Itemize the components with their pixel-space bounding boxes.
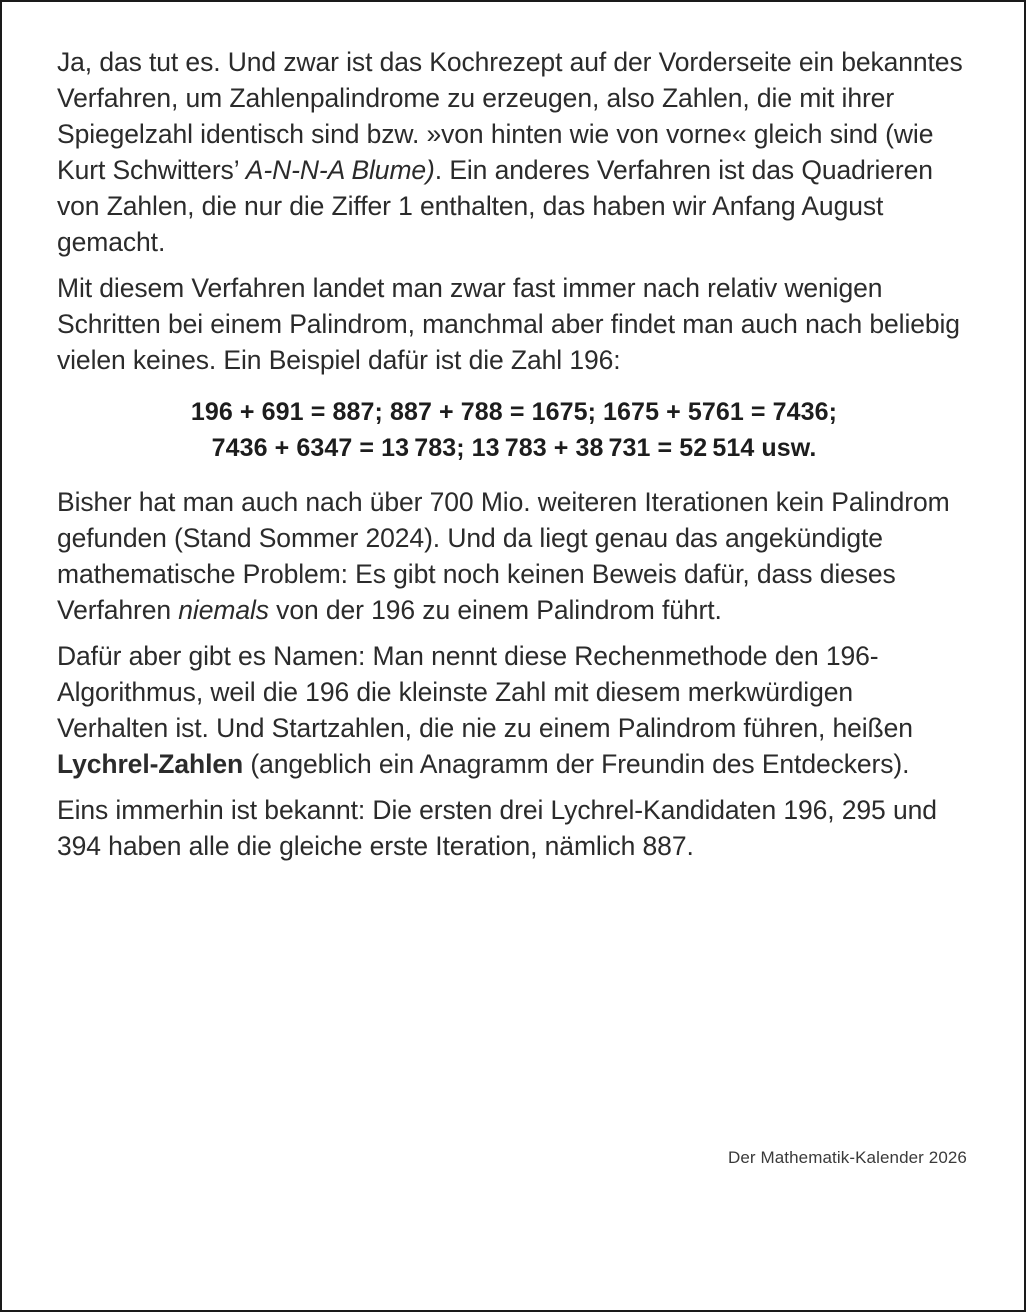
formula-line-2-part-a: 7436 + 6347 = 13 — [211, 434, 410, 462]
paragraph-open-problem — [57, 484, 971, 628]
paragraph-intro — [57, 44, 971, 260]
paragraph-intro-text-part-1: Ja, das tut es. Und zwar ist das Kochrezept auf der Vorderseite ein bekanntes Verfahren, um Zahlenpalindrome zu erzeugen, also Zahlen, die mit ihrer Spiegelzahl identisch sind bzw. »von hinten wie von vorne« gleich sind (wie Kurt Schwitters’ — [57, 47, 963, 185]
paragraph-candidates-text: Eins immerhin ist bekannt: Die ersten drei Lychrel-Kandidaten 196, 295 und 394 haben alle die gleiche erste Iteration, nämlich 887. — [57, 795, 937, 861]
footer-credit: Der Mathematik-Kalender 2026 — [727, 1148, 967, 1167]
formula-line-2-part-c: 783 + 38 — [504, 434, 604, 462]
formula-line-2-part-d: 731 = 52 — [608, 434, 708, 462]
paragraph-naming-text-part-2: (angeblich ein Anagramm der Freundin des Entdeckers). — [243, 749, 910, 779]
paragraph-intro-emphasis-anna-blume: A-N-N-A Blume) — [245, 155, 435, 185]
paragraph-naming-strong-lychrel-zahlen: Lychrel-Zahlen — [57, 749, 244, 779]
formula-line-2 — [57, 430, 971, 466]
paragraph-open-problem-text-part-1: Bisher hat man auch nach über 700 Mio. weiteren Iterationen kein Palindrom gefunden (Stand Sommer 2024). Und da liegt genau das angekündigte mathematische Problem: Es gibt noch keinen Beweis dafür, dass dieses Verfahren — [57, 487, 950, 625]
paragraph-open-problem-text-part-2: von der 196 zu einem Palindrom führt. — [268, 595, 722, 625]
paragraph-open-problem-emphasis-niemals: niemals — [178, 595, 269, 625]
formula-line-2-part-b: 783; 13 — [414, 434, 500, 462]
page-content — [57, 44, 971, 864]
paragraph-method — [57, 270, 971, 378]
paragraph-candidates — [57, 792, 971, 864]
paragraph-naming — [57, 638, 971, 782]
paragraph-naming-text-part-1: Dafür aber gibt es Namen: Man nennt diese Rechenmethode den 196-Algorithmus, weil die 196 die kleinste Zahl mit diesem merkwürdigen Verhalten ist. Und Startzahlen, die nie zu einem Palindrom führen, heißen — [57, 641, 913, 743]
paragraph-intro-text-part-2: . Ein anderes Verfahren ist das Quadrieren von Zahlen, die nur die Ziffer 1 enthalten, das haben wir Anfang August gemacht. — [57, 155, 933, 257]
formula-line-2-part-e: 514 usw. — [712, 434, 817, 462]
iteration-formula-block — [57, 394, 971, 466]
formula-line-1: 196 + 691 = 887; 887 + 788 = 1675; 1675 + 5761 = 7436; — [190, 398, 838, 426]
paragraph-method-text: Mit diesem Verfahren landet man zwar fast immer nach relativ wenigen Schritten bei einem Palindrom, manchmal aber findet man auch nach beliebig vielen keines. Ein Beispiel dafür ist die Zahl 196: — [57, 273, 960, 375]
